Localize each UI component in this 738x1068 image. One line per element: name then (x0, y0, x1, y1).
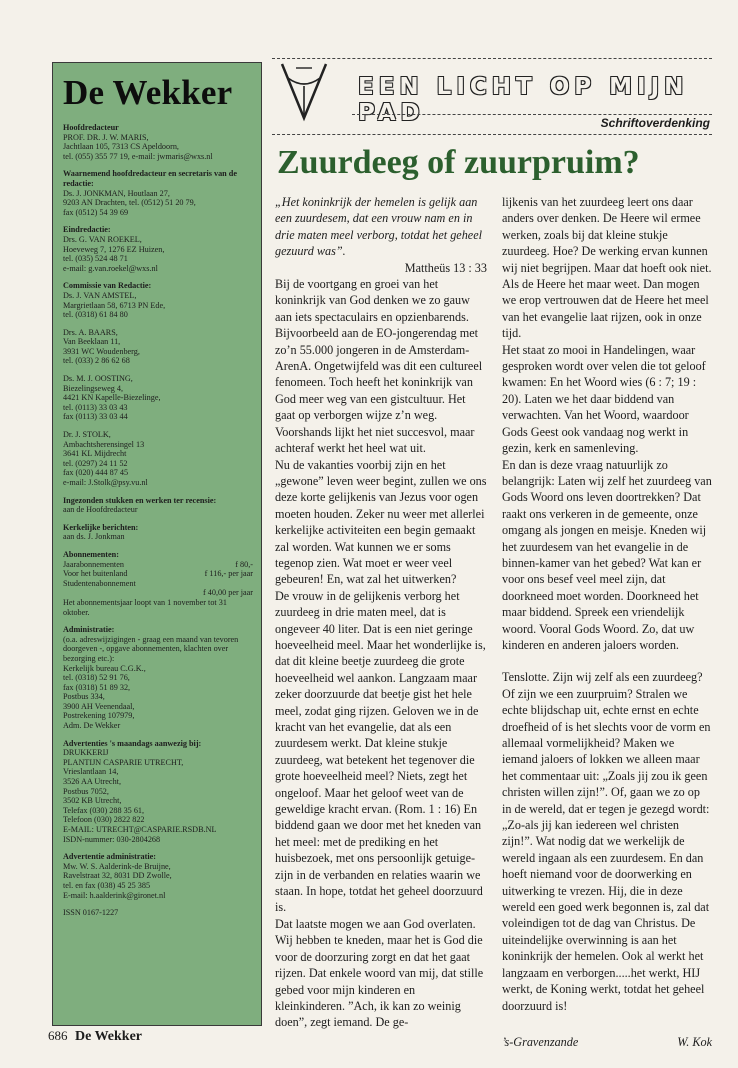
colophon-line: PLANTIJN CASPARIE UTRECHT, (63, 757, 184, 767)
masthead: De Wekker (63, 73, 233, 112)
rate-price: f 40,00 per jaar (202, 588, 253, 598)
colophon-line: Van Beeklaan 11, (63, 337, 121, 347)
colophon-line: tel. en fax (038) 45 25 385 (63, 880, 151, 890)
colophon-heading: Commissie van Redactie: (63, 281, 152, 291)
colophon-heading: Waarnemend hoofdredacteur en secretaris van de redactie: (63, 169, 237, 188)
subscriptions-block (63, 550, 253, 617)
colophon-line: aan de Hoofdredacteur (63, 505, 138, 515)
colophon-line: PROF. DR. J. W. MARIS, (63, 132, 149, 142)
colophon-line: fax (0512) 54 39 69 (63, 207, 129, 217)
author-name: W. Kok (677, 1034, 712, 1049)
colophon-line: Telefax (030) 288 35 61, (63, 805, 145, 815)
colophon-line: Postbus 334, (63, 692, 105, 702)
colophon-line: 3931 WC Woudenberg, (63, 346, 140, 356)
colophon-line: Postrekening 107979, (63, 711, 135, 721)
signature-line (502, 1034, 712, 1050)
colophon-line: 3526 AA Utrecht, (63, 777, 121, 787)
colophon-heading: Administratie: (63, 625, 115, 635)
dashed-rule (272, 134, 712, 135)
series-header (272, 56, 712, 136)
dashed-rule (272, 58, 712, 59)
rate-row (63, 560, 253, 570)
colophon-line: Ds. J. JONKMAN, Houtlaan 27, (63, 188, 170, 198)
colophon-line: Adm. De Wekker (63, 721, 121, 731)
colophon-line: Postbus 7052, (63, 786, 109, 796)
dashed-rule (352, 114, 712, 115)
colophon-line: Margrietlaan 58, 6713 PN Ede, (63, 300, 166, 310)
subscription-note: Het abonnementsjaar loopt van 1 november tot 31 oktober. (63, 597, 227, 617)
colophon-line: 9203 AN Drachten, tel. (0512) 51 20 79, (63, 198, 196, 208)
author-place: ’s-Gravenzande (502, 1034, 579, 1049)
colophon-line: Telefoon (030) 2822 822 (63, 815, 145, 825)
rate-label: Studentenabonnement (63, 578, 136, 588)
body-paragraph: Tenslotte. Zijn wij zelf als een zuurdeeg? Of zijn we een zuurpruim? Stralen we echte blijdschap uit, echte ernst en echte droefheid of is het slechts voor de vorm en allemaal vormelijkheid? Maken we iemand jaloers of lokken we alleen maar het commentaar uit: „Zoals jij zou ik geen christen willen zijn!”. Of, gaan we zo op in de wereld, dat er tegen je gezegd wordt: „Zo-als jij kan iedereen wel christen zijn!”. Wat nodig dat we werkelijk de wereld ingaan als een zuurdesem. En dan hoeft niemand voor de doorwerking en uitwerking te vrezen. Hij, die in deze wereld een goed werk begonnen is, zal dat voleindigen tot de dag van Christus. De uiteindelijke overwinning is aan het koninkrijk der hemelen. Ook al werkt het langzaam en verborgen.....het werkt, HIJ werkt, de Koning werkt, totdat het geheel doorzuurd is! (502, 670, 711, 1013)
colophon-heading: Advertenties 's maandags aanwezig bij: (63, 738, 202, 748)
colophon-line: 3900 AH Veenendaal, (63, 701, 135, 711)
colophon-block (63, 328, 253, 366)
colophon-line: Kerkelijk bureau C.G.K., (63, 663, 146, 673)
section-label: Schriftoverdenking (600, 116, 710, 130)
colophon-line: Dr. J. STOLK, (63, 430, 111, 440)
colophon-line: Hoeveweg 7, 1276 EZ Huizen, (63, 244, 165, 254)
colophon-line: E-mail: h.aalderink@gironet.nl (63, 890, 166, 900)
body-paragraph: Dat laatste mogen we aan God overlaten. Wij hebben te kneden, maar het is God die voor de doorzuring zorgt en dat het gaat rijzen. Dat enkele woord van mij, dat stille gebed voor mijn kinderen en kleinkinderen. ”Ach, ik kan zo weinig doen”, zegt iemand. De ge- (275, 916, 484, 1030)
colophon-line: Jachtlaan 105, 7313 CS Apeldoorn, (63, 142, 179, 152)
colophon-line: Vrieslantlaan 14, (63, 767, 119, 777)
colophon-heading: Hoofdredacteur (63, 123, 119, 132)
page-number: 686 (48, 1028, 68, 1043)
rate-label: Jaarabonnementen (63, 559, 124, 569)
colophon-line: Drs. G. VAN ROEKEL, (63, 234, 142, 244)
colophon-block (63, 739, 253, 845)
rate-price: f 80,- (235, 559, 253, 569)
colophon-line: 3641 KL Mijdrecht (63, 449, 127, 459)
colophon-line: 4421 KN Kapelle-Biezelinge, (63, 393, 161, 403)
colophon-line: Drs. A. BAARS, (63, 327, 118, 337)
colophon-line: tel. (055) 355 77 19, e-mail: jwmaris@wxs.nl (63, 151, 213, 161)
colophon-line: e-mail: J.Stolk@psy.vu.nl (63, 478, 148, 487)
body-paragraph: Het staat zo mooi in Handelingen, waar gesproken wordt over velen die tot geloof kwamen: En het Woord wies (6 : 7; 19 : 20). Laten we het daar biddend van verwachten. Van het Woord, waardoor Gods Geest ook vandaag nog werkt in gezin, kerk en samenleving. (502, 342, 706, 456)
body-paragraph: Bij de voortgang en groei van het koninkrijk van God denken we zo gauw aan iets spectaculairs en opzienbarends. Bijvoorbeeld aan de EO-jongerendag met zo’n 55.000 jongeren in de Amsterdam-ArenA. Ongetwijfeld was dit een cultureel fenomeen. Toch heeft het koninkrijk van God meer weg van een gistcultuur. Het gaat op verborgen wijze z’n weg. Voorshands lijkt het niet succesvol, maar achteraf werkt het heel wat uit. (275, 277, 483, 456)
colophon-line: Ds. M. J. OOSTING, (63, 374, 133, 384)
footer-publication: De Wekker (75, 1029, 143, 1044)
colophon-line: tel. (0318) 61 84 80 (63, 310, 128, 320)
rate-price: f 116,- per jaar (204, 569, 253, 579)
colophon-line: ISDN-nummer: 030-2804268 (63, 834, 161, 844)
colophon-line: fax (0113) 33 03 44 (63, 412, 128, 422)
colophon-line: Ds. J. VAN AMSTEL, (63, 290, 137, 300)
colophon-block (63, 430, 253, 488)
article-column-left (275, 194, 487, 1031)
body-paragraph: Nu de vakanties voorbij zijn en het „gewone” leven weer begint, zullen we ons deze korte gelijkenis van Jezus voor ogen moeten houden. Zeker nu weer met allerlei kerkelijke activiteiten een begin gemaakt zal worden. Wat kunnen we er soms tegenop zien. Wat moet er weer veel gebeuren! En, wat zal het uitwerken? (275, 457, 487, 587)
body-paragraph: De vrouw in de gelijkenis verborg het zuurdeeg in drie maten meel, dat is ongeveer 40 liter. Dat is een niet geringe hoeveelheid meel. Maar het wonderlijke is, dat dit kleine beetje zuurdeeg die grote hoeveelheid wel aankon. Langzaam maar zeker doorzuurde dat beetje gist het hele meel, zodat ging rijzen. Geloven we in de kracht van het evangelie, dat als een zuurdesem werkt. Dat kleine stukje zuurdeeg, wat betekent het tegenover die grote hoeveelheid meel? Niets, zegt het ongeloof. Maar het geloof weet van de geweldige kracht ervan. (Rom. 1 : 16) En biddend gaan we door met het kneden van het meel: met de prediking en het huisbezoek, met ons persoonlijk getuige-zijn in de verbanden en relaties waarin we staan. In hope, totdat het geheel doorzuurd is. (275, 588, 486, 915)
colophon-block (63, 852, 253, 900)
colophon-line: fax (0318) 51 89 32, (63, 682, 131, 692)
colophon-block (63, 374, 253, 422)
body-paragraph: lijkenis van het zuurdeeg leert ons daar anders over denken. De Heere wil ermee werken, zoals bij dat kleine stukje zuurdeeg. Hoe? De werking ervan kunnen wij niet begrijpen. Maar dat hoeft ook niet. Als de Heere het maar weet. Dan mogen we erop vertrouwen dat de Heere het meel van het evangelie laat rijzen, ook in onze tijd. (502, 195, 712, 341)
colophon-line: 3502 KB Utrecht, (63, 796, 122, 806)
colophon-line: DRUKKERIJ (63, 748, 109, 758)
body-paragraph: En dan is deze vraag natuurlijk zo belangrijk: Laten wij zelf het zuurdeeg van Gods Woord ons leven doortrekken? Dat raakt ons verkeren in de gemeente, onze omgang als jongen en meisje. Kneden wij het zuurdesem van het evangelie in de binnen-kamer van het gebed? Wat kan er voor ons besef veel meel zijn, dat doorkneed moet worden. Doorkneed het maar biddend. Spreek een vriendelijk woord. Vooral Gods Woord. Zo, dat uw kinderen en anderen jaloers worden. (502, 457, 712, 652)
colophon-block (63, 169, 253, 217)
colophon-block (63, 625, 253, 731)
colophon-heading: Eindredactie: (63, 225, 111, 235)
colophon-line: Ravelstraat 32, 8031 DD Zwolle, (63, 871, 172, 881)
colophon-line: Ambachtsherensingel 13 (63, 439, 145, 449)
colophon-line: tel. (035) 524 48 71 (63, 254, 128, 264)
article-title: Zuurdeeg of zuurpruim? (277, 144, 640, 181)
colophon-heading: Advertentie administratie: (63, 852, 156, 862)
issn: ISSN 0167-1227 (63, 908, 119, 918)
colophon-line: (o.a. adreswijzigingen - graag een maand van tevoren doorgeven -, opgave abonnementen, klachten over bezorging etc.): (63, 634, 239, 663)
colophon-block (63, 908, 253, 918)
colophon-block (63, 496, 253, 515)
colophon-line: aan ds. J. Jonkman (63, 532, 125, 542)
colophon-heading: Abonnementen: (63, 549, 119, 559)
colophon-line: e-mail: g.van.roekel@wxs.nl (63, 263, 158, 273)
colophon-block (63, 123, 253, 161)
colophon-block (63, 523, 253, 542)
colophon-heading: Ingezonden stukken en werken ter recensie: (63, 495, 217, 505)
colophon-line: tel. (0113) 33 03 43 (63, 402, 128, 412)
rate-label: Voor het buitenland (63, 569, 128, 579)
scripture-reference: Mattheüs 13 : 33 (404, 260, 487, 275)
series-title: EEN LICHT OP MIJN PAD (358, 74, 689, 126)
colophon-line: Mw. W. S. Aalderink-de Bruijne, (63, 861, 171, 871)
colophon-line: E-MAIL: UTRECHT@CASPARIE.RSDB.NL (63, 825, 217, 834)
page-footer (48, 1028, 142, 1045)
colophon-line: tel. (033) 2 86 62 68 (63, 356, 130, 366)
colophon-block (63, 225, 253, 273)
colophon-line: fax (020) 444 87 45 (63, 468, 129, 478)
lamp-book-icon (274, 60, 334, 130)
rate-row (63, 569, 253, 579)
colophon-line: Biezelingseweg 4, (63, 383, 124, 393)
colophon-box (52, 62, 262, 1026)
colophon-line: tel. (0297) 24 11 52 (63, 458, 128, 468)
colophon-block (63, 281, 253, 319)
article-column-right (502, 194, 712, 1050)
colophon-heading: Kerkelijke berichten: (63, 522, 139, 532)
scripture-quote: „Het koninkrijk der hemelen is gelijk aan een zuurdesem, dat een vrouw nam en in drie maten meel verborg, totdat het geheel gezuurd was”. (275, 195, 483, 259)
colophon-line: tel. (0318) 52 91 76, (63, 673, 130, 683)
